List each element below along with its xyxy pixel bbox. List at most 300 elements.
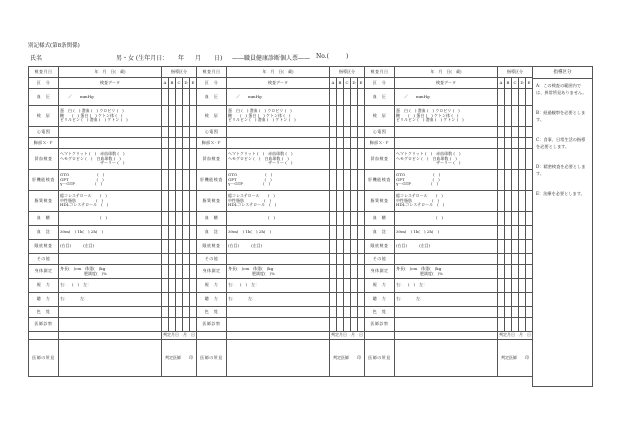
grade-cell[interactable] <box>498 318 505 332</box>
grade-cell[interactable] <box>330 89 337 106</box>
grade-cell[interactable] <box>183 89 190 106</box>
table-row <box>29 226 197 240</box>
grade-cell[interactable] <box>337 191 344 212</box>
row-category: 貧血検査 <box>365 149 395 170</box>
grade-cell[interactable] <box>169 170 176 191</box>
grade-cell[interactable] <box>519 318 526 332</box>
grade-cell[interactable] <box>351 265 358 279</box>
grade-cell[interactable] <box>169 106 176 127</box>
row-category: その他 <box>197 254 227 265</box>
grade-cell[interactable] <box>330 138 337 149</box>
exam-data-line: 肥満度( )% <box>60 270 107 276</box>
grade-cell[interactable] <box>169 254 176 265</box>
grade-cell[interactable] <box>176 307 183 318</box>
grade-cell[interactable] <box>183 191 190 212</box>
grade-cell[interactable] <box>519 170 526 191</box>
grade-cell[interactable] <box>344 89 351 106</box>
row-exam-data[interactable] <box>395 240 498 254</box>
grade-cell[interactable] <box>169 138 176 149</box>
grade-cell[interactable] <box>505 226 512 240</box>
grade-cell[interactable] <box>344 170 351 191</box>
grade-cell[interactable] <box>351 293 358 307</box>
table-row <box>29 307 197 318</box>
row-exam-data[interactable] <box>395 254 498 265</box>
grade-cell[interactable] <box>512 138 519 149</box>
grade-cell[interactable] <box>330 265 337 279</box>
grade-cell[interactable] <box>498 240 505 254</box>
grade-cell[interactable] <box>337 226 344 240</box>
guidance-note-item: E：治療を必要とします。 <box>536 191 585 196</box>
grade-cell[interactable] <box>344 138 351 149</box>
guidance-note-item: A：この検査の範囲内では、異常所見ありません。 <box>536 83 587 95</box>
grade-cell[interactable] <box>176 240 183 254</box>
row-exam-data[interactable] <box>59 265 162 279</box>
grade-cell[interactable] <box>162 170 169 191</box>
row-exam-data[interactable] <box>59 226 162 240</box>
grade-cell[interactable] <box>183 127 190 138</box>
grade-cell[interactable] <box>330 240 337 254</box>
grade-cell[interactable] <box>505 127 512 138</box>
grade-cell[interactable] <box>344 279 351 293</box>
grade-cell[interactable] <box>498 89 505 106</box>
grade-cell[interactable] <box>498 265 505 279</box>
grade-cell[interactable] <box>162 318 169 332</box>
grade-cell[interactable] <box>183 149 190 170</box>
exam-data-line: ヘモグロビン ( ) 白血球数 ( ) <box>228 155 289 161</box>
row-exam-data[interactable] <box>59 127 162 138</box>
row-exam-data[interactable] <box>395 265 498 279</box>
row-exam-data[interactable] <box>227 226 330 240</box>
row-exam-data[interactable] <box>59 279 162 293</box>
grade-cell[interactable] <box>519 212 526 226</box>
grade-cell[interactable] <box>512 254 519 265</box>
grade-cell[interactable] <box>512 106 519 127</box>
exam-data-line: 身長( )cm 体重( )kg <box>60 266 106 271</box>
judgment-date-row <box>365 332 533 340</box>
row-exam-data[interactable] <box>395 170 498 191</box>
grade-cell[interactable] <box>505 279 512 293</box>
grade-cell[interactable] <box>169 318 176 332</box>
grade-cell[interactable] <box>519 138 526 149</box>
grade-cell[interactable] <box>505 318 512 332</box>
row-exam-data[interactable] <box>227 106 330 127</box>
grade-cell[interactable] <box>505 138 512 149</box>
grade-cell[interactable] <box>512 265 519 279</box>
exam-sheet-2 <box>196 66 365 377</box>
row-exam-data[interactable] <box>395 226 498 240</box>
grade-cell[interactable] <box>330 106 337 127</box>
empty-cell <box>197 332 227 340</box>
grade-cell[interactable] <box>344 106 351 127</box>
grade-cell[interactable] <box>330 307 337 318</box>
grade-cell[interactable] <box>519 127 526 138</box>
grade-cell[interactable] <box>505 307 512 318</box>
grade-cell[interactable] <box>519 279 526 293</box>
grade-cell[interactable] <box>330 212 337 226</box>
grade-cell[interactable] <box>183 254 190 265</box>
grade-cell[interactable] <box>498 212 505 226</box>
findings-field[interactable] <box>395 340 498 377</box>
findings-label: 医師の所見 <box>197 340 227 377</box>
row-exam-data[interactable] <box>395 149 498 170</box>
grade-cell[interactable] <box>337 254 344 265</box>
grade-cell[interactable] <box>344 226 351 240</box>
grade-cell[interactable] <box>512 212 519 226</box>
grade-cell[interactable] <box>169 240 176 254</box>
grade-cell[interactable] <box>162 293 169 307</box>
row-category: 色 覚 <box>365 307 395 318</box>
exam-data-line: ビリルビン ( ) 潜血 ( ) ケトン ( ) <box>228 117 296 123</box>
grade-cell[interactable] <box>337 89 344 106</box>
row-exam-data[interactable] <box>59 293 162 307</box>
findings-label: 医師の所見 <box>365 340 395 377</box>
grade-header-B: B <box>505 78 512 89</box>
exam-data-line: 肥満度( )% <box>228 270 275 276</box>
grade-cell[interactable] <box>351 226 358 240</box>
row-exam-data[interactable] <box>395 293 498 307</box>
row-exam-data[interactable] <box>395 127 498 138</box>
grade-cell[interactable] <box>351 89 358 106</box>
grade-cell[interactable] <box>169 149 176 170</box>
grade-cell[interactable] <box>512 279 519 293</box>
grade-cell[interactable] <box>337 279 344 293</box>
grade-cell[interactable] <box>330 254 337 265</box>
row-exam-data[interactable] <box>395 191 498 212</box>
findings-field[interactable] <box>227 340 330 377</box>
grade-cell[interactable] <box>498 226 505 240</box>
grade-cell[interactable] <box>498 106 505 127</box>
guidance-label: 指導区分 <box>162 67 197 78</box>
grade-cell[interactable] <box>519 293 526 307</box>
grade-cell[interactable] <box>176 191 183 212</box>
row-exam-data[interactable] <box>227 149 330 170</box>
grade-cell[interactable] <box>176 149 183 170</box>
row-exam-data[interactable] <box>395 106 498 127</box>
grade-cell[interactable] <box>162 89 169 106</box>
grade-cell[interactable] <box>498 191 505 212</box>
grade-cell[interactable] <box>344 318 351 332</box>
grade-cell[interactable] <box>512 226 519 240</box>
grade-cell[interactable] <box>183 293 190 307</box>
row-exam-data[interactable] <box>227 240 330 254</box>
grade-cell[interactable] <box>337 212 344 226</box>
table-row <box>29 240 197 254</box>
grade-cell[interactable] <box>498 307 505 318</box>
grade-cell[interactable] <box>519 226 526 240</box>
grade-cell[interactable] <box>505 212 512 226</box>
grade-cell[interactable] <box>330 279 337 293</box>
findings-row <box>197 340 365 377</box>
grade-cell[interactable] <box>351 170 358 191</box>
row-exam-data[interactable] <box>227 212 330 226</box>
exam-data-line: ／ mmHg <box>60 93 94 99</box>
grade-cell[interactable] <box>176 89 183 106</box>
row-category: その他 <box>365 254 395 265</box>
grade-cell[interactable] <box>176 212 183 226</box>
grade-cell[interactable] <box>351 212 358 226</box>
grade-cell[interactable] <box>344 127 351 138</box>
grade-cell[interactable] <box>330 318 337 332</box>
grade-cell[interactable] <box>505 149 512 170</box>
row-exam-data[interactable] <box>59 138 162 149</box>
row-exam-data[interactable] <box>227 318 330 332</box>
findings-row <box>365 340 533 377</box>
row-category: 貧血検査 <box>29 149 59 170</box>
grade-cell[interactable] <box>512 170 519 191</box>
row-exam-data[interactable] <box>395 307 498 318</box>
grade-cell[interactable] <box>162 226 169 240</box>
exam-date-field[interactable]: 年 月 日( 歳) <box>59 67 162 78</box>
grade-cell[interactable] <box>337 127 344 138</box>
grade-cell[interactable] <box>337 307 344 318</box>
grade-cell[interactable] <box>169 307 176 318</box>
exam-data-line: 30m( ) 1h( ) 2h( ) <box>396 229 440 235</box>
row-exam-data[interactable] <box>59 149 162 170</box>
exam-data-line: 蛋 白 ( ) 潜血 ( ) ウロビリ ( ) <box>396 108 460 114</box>
grade-cell[interactable] <box>337 318 344 332</box>
grade-cell[interactable] <box>176 265 183 279</box>
grade-cell[interactable] <box>512 191 519 212</box>
grade-cell[interactable] <box>344 212 351 226</box>
grade-cell[interactable] <box>169 212 176 226</box>
row-exam-data[interactable] <box>227 170 330 191</box>
grade-cell[interactable] <box>169 89 176 106</box>
row-exam-data[interactable] <box>227 191 330 212</box>
row-exam-data[interactable] <box>395 138 498 149</box>
grade-cell[interactable] <box>176 127 183 138</box>
grade-cell[interactable] <box>498 127 505 138</box>
row-exam-data[interactable] <box>227 138 330 149</box>
grade-cell[interactable] <box>337 265 344 279</box>
grade-cell[interactable] <box>351 279 358 293</box>
exam-data-line: 右： ( ) 左： <box>396 282 428 288</box>
table-row <box>365 307 533 318</box>
grade-cell[interactable] <box>351 254 358 265</box>
grade-cell[interactable] <box>512 127 519 138</box>
grade-cell[interactable] <box>183 106 190 127</box>
grade-cell[interactable] <box>512 318 519 332</box>
grade-cell[interactable] <box>519 89 526 106</box>
grade-cell[interactable] <box>183 138 190 149</box>
grade-cell[interactable] <box>344 240 351 254</box>
exam-date-field[interactable]: 年 月 日( 歳) <box>395 67 498 78</box>
exam-data-line: 右： 左： <box>228 296 256 302</box>
grade-cell[interactable] <box>162 307 169 318</box>
grade-cell[interactable] <box>337 138 344 149</box>
grade-cell[interactable] <box>344 307 351 318</box>
row-exam-data[interactable] <box>59 212 162 226</box>
grade-cell[interactable] <box>183 307 190 318</box>
row-exam-data[interactable] <box>227 279 330 293</box>
grade-cell[interactable] <box>337 293 344 307</box>
row-category: 心電図 <box>29 127 59 138</box>
row-exam-data[interactable] <box>395 89 498 106</box>
grade-cell[interactable] <box>505 254 512 265</box>
grade-cell[interactable] <box>176 138 183 149</box>
exam-data-line: 身長( )cm 体重( )kg <box>228 266 274 271</box>
grade-cell[interactable] <box>183 170 190 191</box>
grade-cell[interactable] <box>505 89 512 106</box>
grade-cell[interactable] <box>351 106 358 127</box>
grade-cell[interactable] <box>351 240 358 254</box>
grade-cell[interactable] <box>183 226 190 240</box>
row-category: 脂質検査 <box>29 191 59 212</box>
grade-cell[interactable] <box>344 265 351 279</box>
table-row <box>365 89 533 106</box>
grade-cell[interactable] <box>351 318 358 332</box>
grade-cell[interactable] <box>344 149 351 170</box>
grade-cell[interactable] <box>344 293 351 307</box>
grade-cell[interactable] <box>162 254 169 265</box>
grade-cell[interactable] <box>512 149 519 170</box>
grade-cell[interactable] <box>162 127 169 138</box>
findings-field[interactable] <box>59 340 162 377</box>
grade-cell[interactable] <box>183 318 190 332</box>
row-category: 眼底検査 <box>29 240 59 254</box>
row-exam-data[interactable] <box>395 279 498 293</box>
grade-header-E: E <box>526 78 533 89</box>
grade-cell[interactable] <box>330 293 337 307</box>
grade-cell[interactable] <box>519 149 526 170</box>
grade-cell[interactable] <box>176 226 183 240</box>
grade-cell[interactable] <box>162 240 169 254</box>
exam-data-line: 総コレステロール ( ) <box>396 193 443 199</box>
grade-cell[interactable] <box>512 307 519 318</box>
grade-cell[interactable] <box>169 279 176 293</box>
grade-cell[interactable] <box>351 127 358 138</box>
grade-cell[interactable] <box>498 279 505 293</box>
grade-cell[interactable] <box>337 240 344 254</box>
grade-cell[interactable] <box>498 293 505 307</box>
grade-cell[interactable] <box>176 106 183 127</box>
grade-cell[interactable] <box>337 149 344 170</box>
grade-cell[interactable] <box>183 265 190 279</box>
grade-cell[interactable] <box>169 293 176 307</box>
grade-cell[interactable] <box>169 127 176 138</box>
grade-cell[interactable] <box>162 279 169 293</box>
grade-cell[interactable] <box>344 191 351 212</box>
table-row <box>365 149 533 170</box>
row-exam-data[interactable] <box>59 106 162 127</box>
grade-cell[interactable] <box>169 191 176 212</box>
grade-cell[interactable] <box>176 279 183 293</box>
exam-data-line: (右目) (左目) <box>60 243 95 249</box>
grade-cell[interactable] <box>162 106 169 127</box>
grade-cell[interactable] <box>519 191 526 212</box>
guidance-note-item: C：食事、日常生活の指導を必要とします。 <box>536 137 586 149</box>
grade-cell[interactable] <box>162 191 169 212</box>
row-exam-data[interactable] <box>227 307 330 318</box>
grade-cell[interactable] <box>183 240 190 254</box>
row-exam-data[interactable] <box>59 240 162 254</box>
birth-day-label: 日) <box>214 55 223 62</box>
grade-cell[interactable] <box>337 170 344 191</box>
grade-cell[interactable] <box>176 293 183 307</box>
grade-cell[interactable] <box>498 254 505 265</box>
row-exam-data[interactable] <box>395 212 498 226</box>
row-exam-data[interactable] <box>59 89 162 106</box>
grade-header-B: B <box>337 78 344 89</box>
grade-cell[interactable] <box>519 240 526 254</box>
grade-cell[interactable] <box>330 191 337 212</box>
grade-cell[interactable] <box>344 254 351 265</box>
table-row <box>197 127 365 138</box>
grade-cell[interactable] <box>519 254 526 265</box>
table-row <box>197 149 365 170</box>
grade-cell[interactable] <box>498 149 505 170</box>
table-row <box>365 106 533 127</box>
table-row <box>197 191 365 212</box>
grade-cell[interactable] <box>505 191 512 212</box>
grade-cell[interactable] <box>519 265 526 279</box>
exam-date-field[interactable]: 年 月 日( 歳) <box>227 67 330 78</box>
row-exam-data[interactable] <box>59 191 162 212</box>
grade-cell[interactable] <box>351 149 358 170</box>
row-exam-data[interactable] <box>395 318 498 332</box>
grade-cell[interactable] <box>498 138 505 149</box>
exam-data-line: GTO ( ) <box>60 172 105 178</box>
row-exam-data[interactable] <box>227 293 330 307</box>
grade-cell[interactable] <box>351 307 358 318</box>
grade-cell[interactable] <box>505 170 512 191</box>
grade-header-B: B <box>169 78 176 89</box>
row-exam-data[interactable] <box>227 265 330 279</box>
grade-cell[interactable] <box>162 149 169 170</box>
grade-cell[interactable] <box>351 138 358 149</box>
grade-cell[interactable] <box>330 127 337 138</box>
grade-cell[interactable] <box>351 191 358 212</box>
grade-cell[interactable] <box>176 318 183 332</box>
grade-cell[interactable] <box>176 254 183 265</box>
grade-cell[interactable] <box>162 212 169 226</box>
grade-cell[interactable] <box>330 149 337 170</box>
row-exam-data[interactable] <box>59 170 162 191</box>
row-exam-data[interactable] <box>59 254 162 265</box>
row-category: その他 <box>29 254 59 265</box>
grade-cell[interactable] <box>183 212 190 226</box>
table-row <box>197 318 365 332</box>
table-row <box>29 191 197 212</box>
grade-cell[interactable] <box>512 89 519 106</box>
grade-cell[interactable] <box>183 279 190 293</box>
grade-cell[interactable] <box>505 240 512 254</box>
grade-cell[interactable] <box>330 170 337 191</box>
grade-cell[interactable] <box>512 293 519 307</box>
grade-cell[interactable] <box>512 240 519 254</box>
row-exam-data[interactable] <box>59 307 162 318</box>
table-row <box>365 279 533 293</box>
row-exam-data[interactable] <box>227 89 330 106</box>
row-exam-data[interactable] <box>59 318 162 332</box>
grade-cell[interactable] <box>169 265 176 279</box>
grade-cell[interactable] <box>162 138 169 149</box>
grade-cell[interactable] <box>162 265 169 279</box>
grade-cell[interactable] <box>498 170 505 191</box>
grade-cell[interactable] <box>519 307 526 318</box>
row-exam-data[interactable] <box>227 127 330 138</box>
column-header-row <box>29 78 197 89</box>
grade-cell[interactable] <box>176 170 183 191</box>
grade-cell[interactable] <box>505 293 512 307</box>
grade-cell[interactable] <box>519 106 526 127</box>
row-exam-data[interactable] <box>227 254 330 265</box>
grade-cell[interactable] <box>337 106 344 127</box>
grade-cell[interactable] <box>169 226 176 240</box>
grade-cell[interactable] <box>505 265 512 279</box>
category-label: 区 分 <box>197 78 227 89</box>
grade-cell[interactable] <box>505 106 512 127</box>
grade-cell[interactable] <box>330 226 337 240</box>
